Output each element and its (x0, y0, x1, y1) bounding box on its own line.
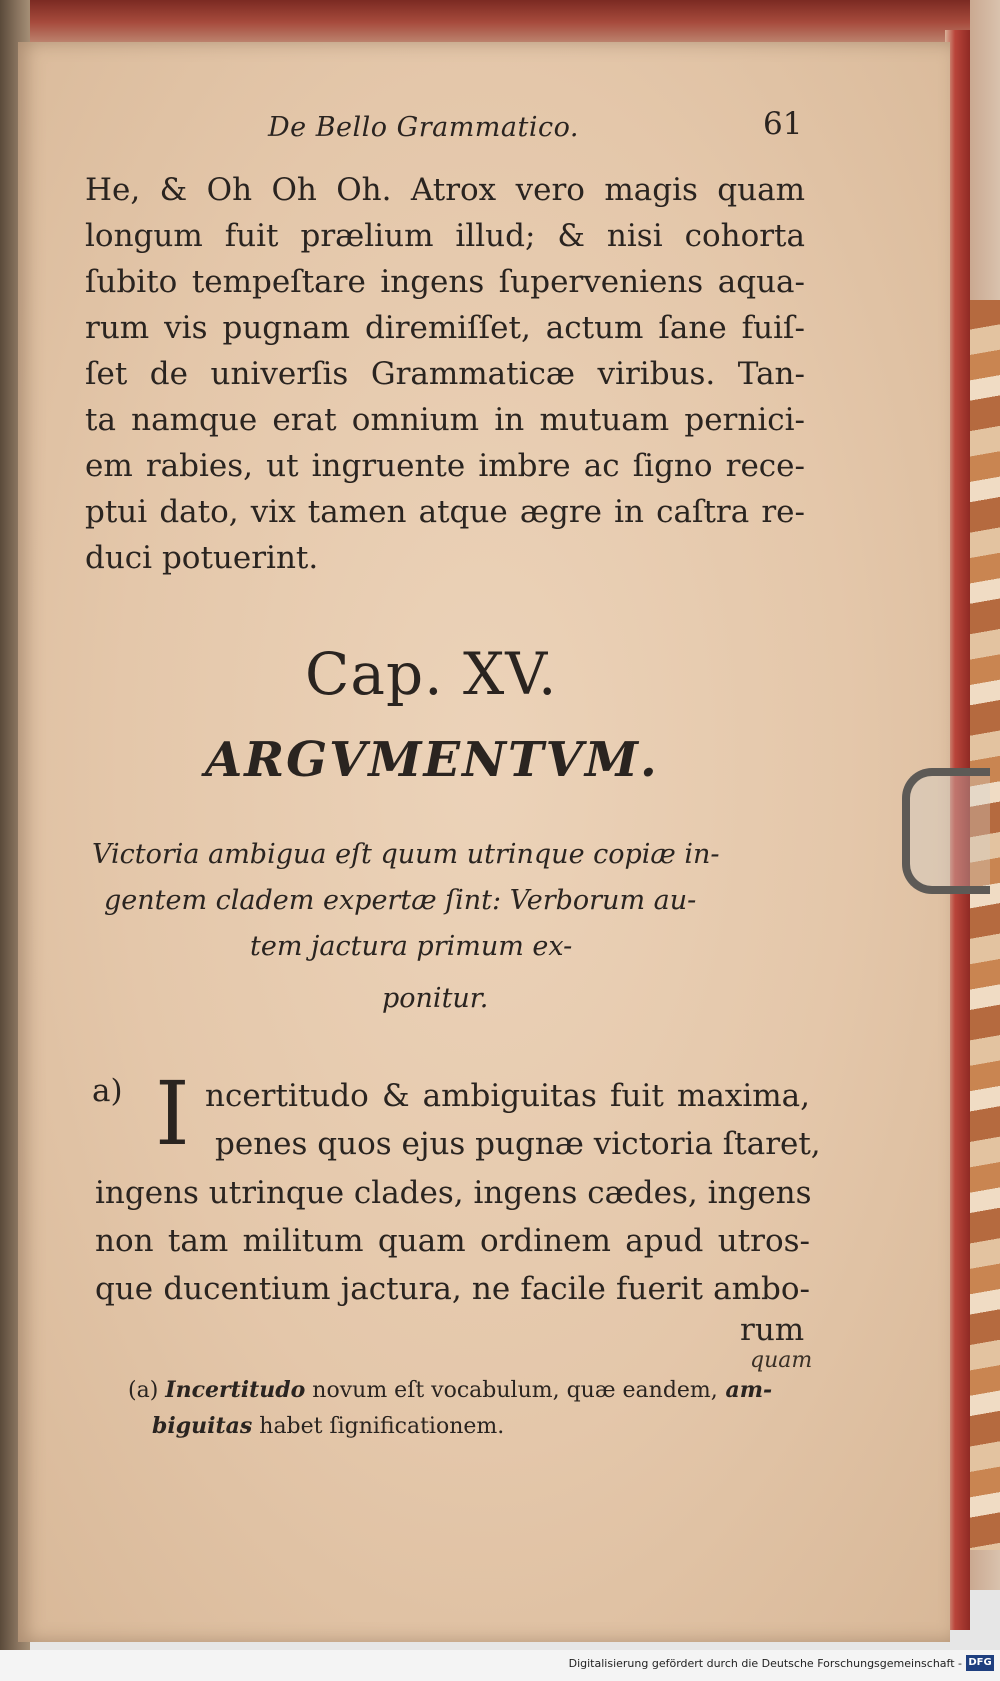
text-line: He, & Oh Oh Oh. Atrox vero magis quam (85, 172, 805, 208)
page-clip (902, 768, 990, 894)
footnote-italic: am- (717, 1377, 773, 1403)
paragraph-continuation (85, 167, 805, 581)
paragraph-body (95, 1169, 810, 1313)
catchword: rum (740, 1312, 805, 1348)
dfg-logo: DFG (966, 1655, 994, 1671)
handwritten-annotation: quam (750, 1348, 813, 1373)
summary-line: gentem cladem expertæ ſint: Verborum au- (104, 885, 697, 916)
summary-line: ponitur. (382, 983, 489, 1014)
footnote-term: Incertitudo (165, 1377, 306, 1403)
text-line: ptui dato, vix tamen atque ægre in caſtra re- (85, 494, 805, 530)
running-head: De Bello Grammatico. (268, 112, 579, 143)
text-line: rum vis pugnam diremiſſet, actum ſane fuiſ- (85, 310, 805, 346)
text-line: longum fuit prælium illud; & nisi cohorta (85, 218, 805, 254)
marbled-endpaper (965, 300, 1000, 1550)
text-line: que ducentium jactura, ne facile fuerit ambo- (95, 1271, 810, 1307)
page-number: 61 (763, 106, 803, 142)
summary-line: tem jactura primum ex- (250, 931, 573, 962)
footnote-marker: (a) (128, 1378, 159, 1403)
footnote-text: novum eſt vocabulum, quæ eandem, (305, 1378, 718, 1403)
footnote-line (152, 1408, 504, 1445)
footnote-line (128, 1372, 772, 1409)
text-line: ſet de univerſis Grammaticæ viribus. Tan- (85, 356, 805, 392)
argument-title: ARGVMENTVM. (205, 732, 659, 788)
summary-line: Victoria ambigua eſt quum utrinque copiæ in- (92, 839, 720, 870)
drop-cap: I (155, 1062, 190, 1165)
text-line-first: ncertitudo & ambiguitas fuit maxima, (205, 1078, 810, 1114)
footnote-marker: a) (92, 1073, 123, 1109)
chapter-heading: Cap. XV. (305, 640, 558, 708)
text-line-second: penes quos ejus pugnæ victoria ſtaret, (215, 1126, 821, 1162)
text-line: em rabies, ut ingruente imbre ac ſigno rece- (85, 448, 805, 484)
text-line: non tam militum quam ordinem apud utros- (95, 1223, 810, 1259)
footnote-text: habet ſignificationem. (252, 1414, 505, 1439)
digitization-credit: Digitalisierung gefördert durch die Deutsche Forschungsgemeinschaft - (568, 1657, 962, 1670)
footnote-italic: biguitas (152, 1413, 253, 1439)
text-line (205, 1073, 810, 1121)
text-line: ta namque erat omnium in mutuam pernici- (85, 402, 805, 438)
text-line: ingens utrinque clades, ingens cædes, ingens (95, 1175, 812, 1211)
text-line: ſubito tempeſtare ingens ſuperveniens aqua- (85, 264, 805, 300)
text-line (215, 1121, 821, 1169)
text-line: duci potuerint. (85, 540, 319, 576)
